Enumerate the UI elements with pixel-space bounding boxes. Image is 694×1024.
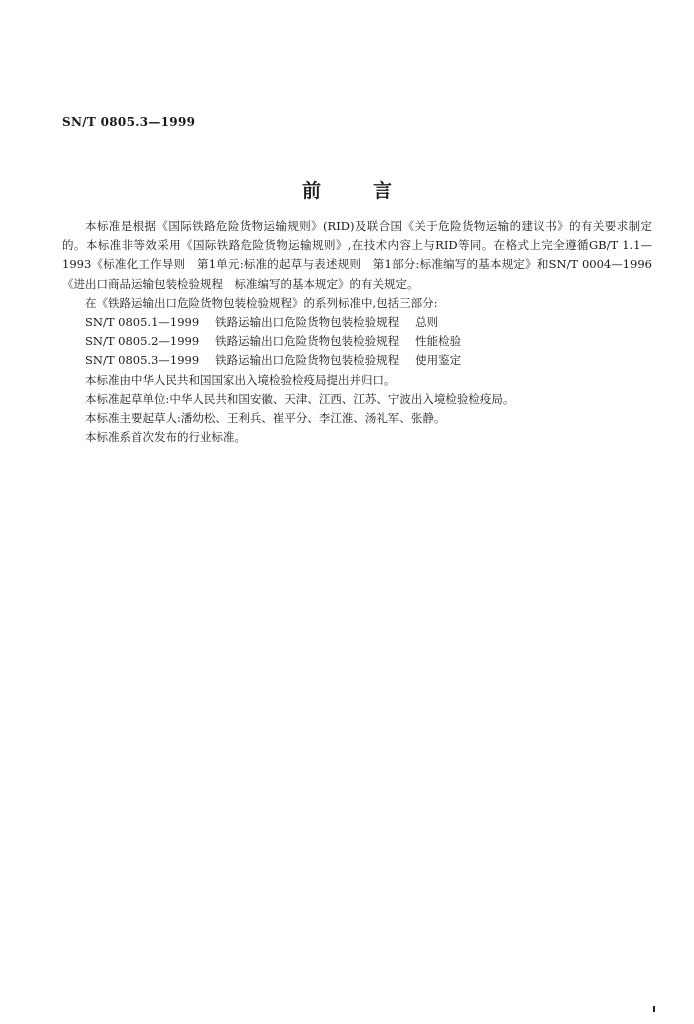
series-list-item	[62, 332, 652, 351]
intro-paragraph: 本标准是根据《国际铁路危险货物运输规则》(RID)及联合国《关于危险货物运输的建议书》的有关要求制定的。本标准非等效采用《国际铁路危险货物运输规则》,在技术内容上与RID等同。在格式上完全遵循GB/T 1.1—1993《标准化工作导则 第1单元:标准的起草与表述规则 第1部分:标准编写的基本规定》和SN/T 0004—1996《进出口商品运输包装检验规程 标准编写的基本规定》的有关规定。	[62, 219, 652, 291]
series-name: 铁路运输出口危险货物包装检验规程	[215, 334, 400, 349]
series-code: SN/T 0805.3—1999	[85, 353, 200, 368]
series-intro-paragraph: 在《铁路运输出口危险货物包装检验规程》的系列标准中,包括三部分:	[85, 295, 438, 310]
responsible-org-paragraph: 本标准由中华人民共和国国家出入境检验检疫局提出并归口。	[85, 372, 396, 387]
standard-code: SN/T 0805.3—1999	[62, 115, 196, 129]
series-code: SN/T 0805.2—1999	[85, 334, 200, 349]
page-title: 前言	[301, 180, 444, 202]
series-part: 性能检验	[415, 334, 462, 349]
foreword-body	[62, 217, 652, 447]
series-code: SN/T 0805.1—1999	[85, 315, 200, 330]
first-release-paragraph: 本标准系首次发布的行业标准。	[85, 430, 246, 445]
series-list-item	[62, 351, 652, 370]
series-part: 使用鉴定	[415, 353, 462, 368]
drafters-paragraph: 本标准主要起草人:潘幼松、王利兵、崔平分、李江淮、汤礼军、张静。	[85, 411, 446, 426]
series-name: 铁路运输出口危险货物包装检验规程	[215, 315, 400, 330]
drafting-units-paragraph: 本标准起草单位:中华人民共和国安徽、天津、江西、江苏、宁波出入境检验检疫局。	[85, 391, 515, 406]
series-name: 铁路运输出口危险货物包装检验规程	[215, 353, 400, 368]
page-mark	[653, 1006, 655, 1012]
series-list-item	[62, 313, 652, 332]
series-part: 总则	[415, 315, 439, 330]
